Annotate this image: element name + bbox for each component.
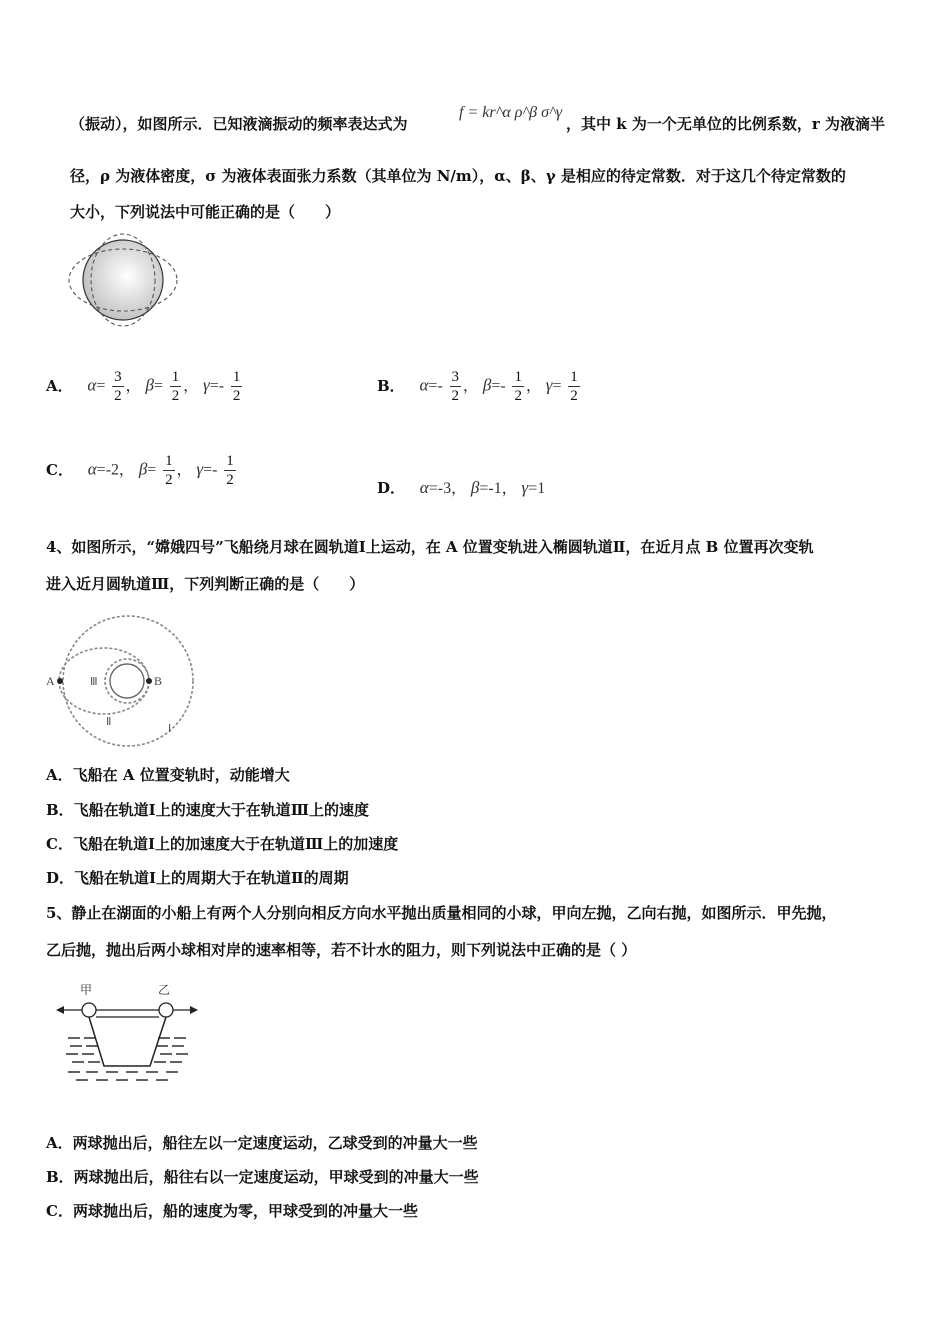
label-orbit-3: Ⅲ <box>90 676 98 688</box>
boat-hull <box>89 1017 166 1066</box>
q4-option-c[interactable]: C．飞船在轨道Ⅰ上的加速度大于在轨道Ⅲ上的加速度 <box>46 835 399 853</box>
q3-text-line3: 大小，下列说法中可能正确的是（ ） <box>70 203 341 221</box>
right-arrow-icon <box>190 1006 198 1014</box>
ball-jia <box>82 1003 96 1017</box>
q3-option-c[interactable]: C． α=-2， β= $\frac{1}{2}$ ， γ=- $\frac{1}{2}$ <box>46 453 234 488</box>
label-yi: 乙 <box>158 983 171 997</box>
droplet-oscillation-figure <box>62 232 182 328</box>
left-arrow-icon <box>56 1006 64 1014</box>
q5-stem-line1: 5、静止在湖面的小船上有两个人分别向相反方向水平抛出质量相同的小球，甲向左抛，乙向右抛，如图所示．甲先抛， <box>46 904 837 922</box>
boat-figure <box>52 978 202 1088</box>
q4-stem-line1: 4、如图所示，“嫦娥四号”飞船绕月球在圆轨道Ⅰ上运动，在 A 位置变轨进入椭圆轨道Ⅱ，在近月点 B 位置再次变轨 <box>46 538 814 556</box>
label-jia: 甲 <box>80 983 93 997</box>
q5-option-c[interactable]: C．两球抛出后，船的速度为零，甲球受到的冲量大一些 <box>46 1202 418 1220</box>
point-a-dot <box>57 678 63 684</box>
q3-text-line2: 径，ρ 为液体密度，σ 为液体表面张力系数（其单位为 N/m），α、β、γ 是相应的待定常数．对于这几个待定常数的 <box>70 167 846 185</box>
droplet-circle <box>83 240 163 320</box>
q4-option-d[interactable]: D．飞船在轨道Ⅰ上的周期大于在轨道Ⅱ的周期 <box>46 869 349 887</box>
q4-option-b[interactable]: B．飞船在轨道Ⅰ上的速度大于在轨道Ⅲ上的速度 <box>46 801 369 819</box>
q4-option-a[interactable]: A．飞船在 A 位置变轨时，动能增大 <box>46 766 290 784</box>
water-dashes <box>66 1038 188 1080</box>
q5-option-b[interactable]: B．两球抛出后，船往右以一定速度运动，甲球受到的冲量大一些 <box>46 1168 479 1186</box>
lunar-orbit-figure <box>44 608 194 758</box>
point-b-dot <box>146 678 152 684</box>
moon <box>110 664 144 698</box>
q5-option-a[interactable]: A．两球抛出后，船往左以一定速度运动，乙球受到的冲量大一些 <box>46 1134 478 1152</box>
label-b: B <box>154 674 163 688</box>
label-orbit-1: Ⅰ <box>168 723 172 735</box>
q3-option-a[interactable]: A． α= $\frac{3}{2}$ ， β= $\frac{1}{2}$ ， γ=- $\frac{1}{2}$ <box>46 369 241 404</box>
q3-text-line1b: ，其中 k 为一个无单位的比例系数，r 为液滴半 <box>566 115 885 133</box>
label-a: A <box>46 674 55 688</box>
q5-stem-line2: 乙后抛，抛出后两小球相对岸的速率相等，若不计水的阻力，则下列说法中正确的是（ ） <box>46 941 637 959</box>
q3-text-line1a: （振动），如图所示．已知液滴振动的频率表达式为 <box>70 115 408 133</box>
q3-frequency-formula: f = kr^α ρ^β σ^γ <box>459 104 563 121</box>
q3-option-d[interactable]: D． α=-3， β=-1， γ=1 <box>377 478 546 497</box>
label-orbit-2: Ⅱ <box>106 716 112 728</box>
q3-option-b[interactable]: B． α=- $\frac{3}{2}$ ， β=- $\frac{1}{2}$ ， γ= $\frac{1}{2}$ <box>377 369 578 404</box>
q4-stem-line2: 进入近月圆轨道Ⅲ，下列判断正确的是（ ） <box>46 575 365 593</box>
ball-yi <box>159 1003 173 1017</box>
